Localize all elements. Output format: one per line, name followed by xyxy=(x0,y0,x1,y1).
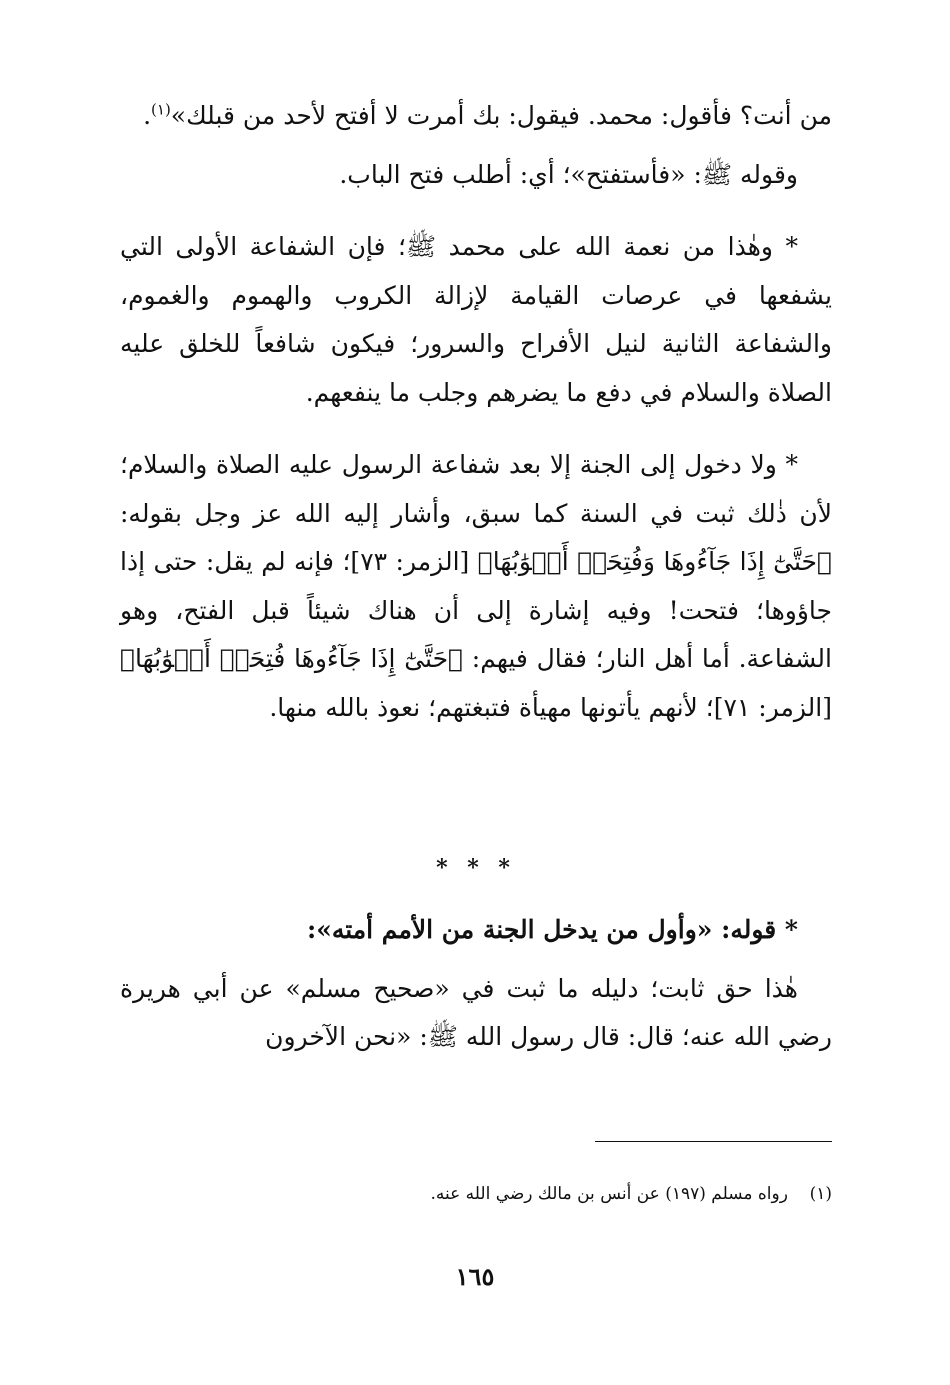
footnote-divider xyxy=(595,1141,832,1142)
main-text xyxy=(120,92,832,732)
page-number: ١٦٥ xyxy=(455,1262,495,1291)
section xyxy=(120,906,832,1062)
footnote-reference: (١) xyxy=(151,100,171,119)
paragraph-shafaa: * وهٰذا من نعمة الله على محمد ﷺ؛ فإن الشفاعة الأولى التي يشفعها في عرصات القيامة لإزالة الكروب والهموم والغموم، والشفاعة الثانية لنيل الأفراح والسرور؛ فيكون شافعاً للخلق عليه الصلاة والسلام في دفع ما يضرهم وجلب ما ينفعهم. xyxy=(120,232,832,407)
section-heading: * قوله: «وأول من يدخل الجنة من الأمم أمته»: xyxy=(306,915,798,944)
paragraph-istiftah: وقوله ﷺ: «فأستفتح»؛ أي: أطلب فتح الباب. xyxy=(339,159,798,189)
paragraph-continuation: من أنت؟ فأقول: محمد. فيقول: بك أمرت لا أفتح لأحد من قبلك»$^{(١)}$. xyxy=(143,100,832,130)
section-separator: * * * xyxy=(436,855,516,881)
paragraph-jannah: * ولا دخول إلى الجنة إلا بعد شفاعة الرسول عليه الصلاة والسلام؛ لأن ذٰلك ثبت في السنة كما سبق، وأشار إليه الله عز وجل بقوله: ﴿حَتَّىٰٓ إِذَا جَآءُوهَا وَفُتِحَتۡ أَبۡوَٰبُهَا﴾ [الزمر: ٧٣]؛ فإنه لم يقل: حتى إذا جاؤوها؛ فتحت! وفيه إشارة إلى أن هناك شيئاً قبل الفتح، وهو الشفاعة. أما أهل النار؛ فقال فيهم: ﴿حَتَّىٰٓ إِذَا جَآءُوهَا فُتِحَتۡ أَبۡوَٰبُهَا﴾ [الزمر: ٧١]؛ لأنهم يأتونها مهيأة فتبغتهم؛ نعوذ بالله منها. xyxy=(120,450,832,722)
footnote-number: (١) xyxy=(809,1184,832,1204)
footnote-text: رواه مسلم (١٩٧) عن أنس بن مالك رضي الله عنه. xyxy=(430,1184,788,1204)
section-paragraph: هٰذا حق ثابت؛ دليله ما ثبت في «صحيح مسلم» عن أبي هريرة رضي الله عنه؛ قال: قال رسول الله ﷺ: «نحن الآخرون xyxy=(120,973,832,1051)
paragraph-text: من أنت؟ فأقول: محمد. فيقول: بك أمرت لا أفتح لأحد من قبلك» xyxy=(170,101,832,130)
footnote xyxy=(120,1180,832,1208)
